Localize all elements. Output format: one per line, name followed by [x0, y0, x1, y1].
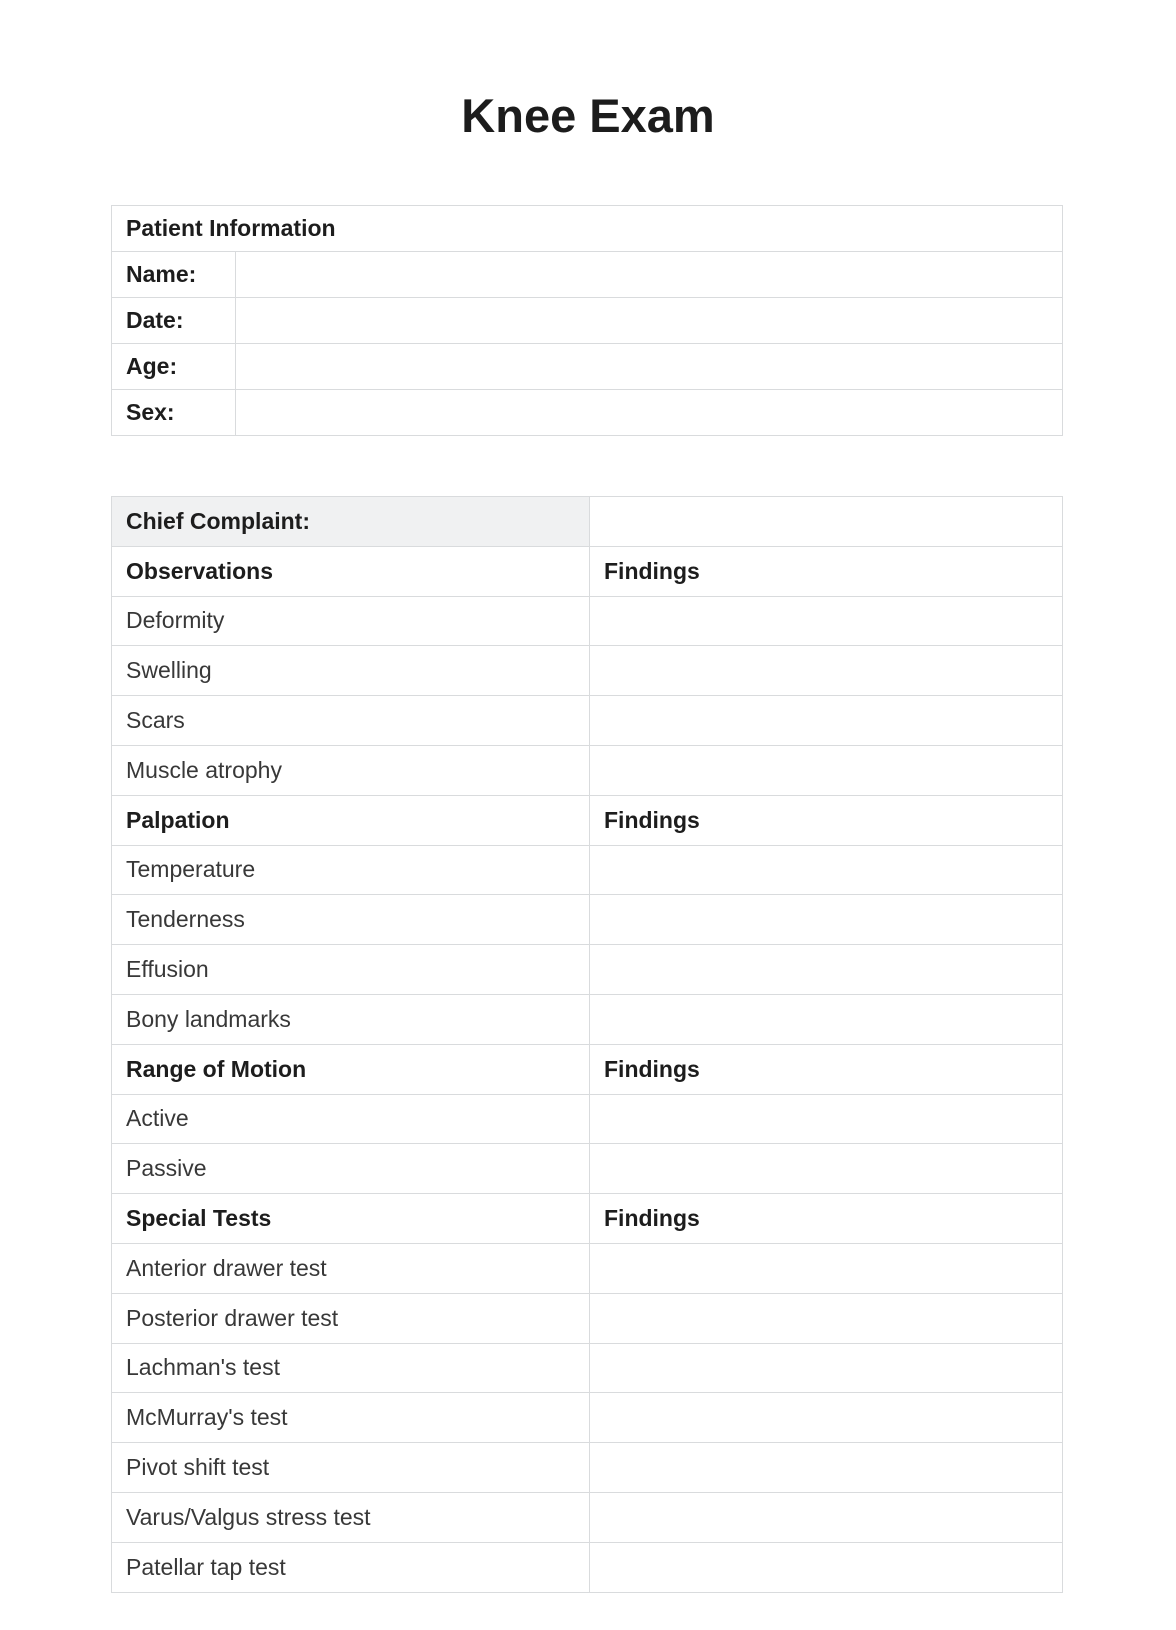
exam-item-row: [112, 1343, 1063, 1393]
finding-value-cell[interactable]: [590, 1343, 1063, 1393]
exam-item-row: [112, 994, 1063, 1044]
finding-value-cell[interactable]: [590, 845, 1063, 895]
chief-complaint-label: Chief Complaint:: [112, 497, 590, 547]
patient-info-header-row: [112, 206, 1063, 252]
finding-value-cell[interactable]: [590, 745, 1063, 795]
finding-value-cell[interactable]: [590, 646, 1063, 696]
exam-item-label: Tenderness: [112, 895, 590, 945]
patient-field-value-cell[interactable]: [236, 390, 1063, 436]
finding-value-cell[interactable]: [590, 1243, 1063, 1293]
finding-value-cell[interactable]: [590, 1393, 1063, 1443]
section-header: Palpation: [112, 795, 590, 845]
patient-field-label: Name:: [112, 252, 236, 298]
finding-value-cell[interactable]: [590, 1492, 1063, 1542]
exam-item-row: [112, 1492, 1063, 1542]
patient-field-label: Age:: [112, 344, 236, 390]
exam-item-row: [112, 696, 1063, 746]
exam-item-label: Passive: [112, 1144, 590, 1194]
patient-field-label: Sex:: [112, 390, 236, 436]
exam-item-label: Lachman's test: [112, 1343, 590, 1393]
findings-header: Findings: [590, 1044, 1063, 1094]
page-title: Knee Exam: [461, 89, 715, 142]
exam-item-row: [112, 745, 1063, 795]
exam-item-label: Active: [112, 1094, 590, 1144]
exam-item-row: [112, 1094, 1063, 1144]
exam-item-label: Effusion: [112, 945, 590, 995]
chief-complaint-value-cell[interactable]: [590, 497, 1063, 547]
exam-item-label: Anterior drawer test: [112, 1243, 590, 1293]
exam-item-label: Swelling: [112, 646, 590, 696]
exam-item-row: [112, 895, 1063, 945]
section-header: Special Tests: [112, 1194, 590, 1244]
patient-info-table: [111, 205, 1063, 436]
patient-field-value-cell[interactable]: [236, 252, 1063, 298]
exam-item-label: Scars: [112, 696, 590, 746]
section-header-row: [112, 795, 1063, 845]
patient-field-label: Date:: [112, 298, 236, 344]
finding-value-cell[interactable]: [590, 1542, 1063, 1592]
exam-item-row: [112, 845, 1063, 895]
patient-info-body: [112, 206, 1063, 436]
exam-item-row: [112, 945, 1063, 995]
section-header: Range of Motion: [112, 1044, 590, 1094]
patient-field-value-cell[interactable]: [236, 344, 1063, 390]
finding-value-cell[interactable]: [590, 596, 1063, 646]
chief-complaint-row: [112, 497, 1063, 547]
finding-value-cell[interactable]: [590, 1094, 1063, 1144]
patient-field-row: [112, 344, 1063, 390]
patient-field-row: [112, 252, 1063, 298]
patient-field-row: [112, 298, 1063, 344]
section-header-row: [112, 546, 1063, 596]
exam-item-row: [112, 1443, 1063, 1493]
finding-value-cell[interactable]: [590, 994, 1063, 1044]
exam-item-label: Patellar tap test: [112, 1542, 590, 1592]
exam-item-label: Posterior drawer test: [112, 1293, 590, 1343]
findings-header: Findings: [590, 795, 1063, 845]
exam-item-row: [112, 1144, 1063, 1194]
finding-value-cell[interactable]: [590, 945, 1063, 995]
exam-item-label: McMurray's test: [112, 1393, 590, 1443]
findings-header: Findings: [590, 546, 1063, 596]
section-header: Observations: [112, 546, 590, 596]
section-header-row: [112, 1044, 1063, 1094]
exam-item-row: [112, 1393, 1063, 1443]
patient-field-row: [112, 390, 1063, 436]
finding-value-cell[interactable]: [590, 696, 1063, 746]
exam-item-label: Bony landmarks: [112, 994, 590, 1044]
patient-field-value-cell[interactable]: [236, 298, 1063, 344]
exam-item-label: Muscle atrophy: [112, 745, 590, 795]
finding-value-cell[interactable]: [590, 1144, 1063, 1194]
finding-value-cell[interactable]: [590, 1443, 1063, 1493]
section-header-row: [112, 1194, 1063, 1244]
exam-item-row: [112, 646, 1063, 696]
exam-item-row: [112, 1243, 1063, 1293]
exam-item-label: Varus/Valgus stress test: [112, 1492, 590, 1542]
patient-info-header: Patient Information: [112, 206, 1063, 252]
finding-value-cell[interactable]: [590, 895, 1063, 945]
exam-item-label: Pivot shift test: [112, 1443, 590, 1493]
findings-header: Findings: [590, 1194, 1063, 1244]
exam-item-row: [112, 1293, 1063, 1343]
exam-item-row: [112, 1542, 1063, 1592]
exam-item-label: Deformity: [112, 596, 590, 646]
exam-item-label: Temperature: [112, 845, 590, 895]
exam-item-row: [112, 596, 1063, 646]
exam-table: [111, 496, 1063, 1593]
finding-value-cell[interactable]: [590, 1293, 1063, 1343]
exam-body: [112, 497, 1063, 1593]
